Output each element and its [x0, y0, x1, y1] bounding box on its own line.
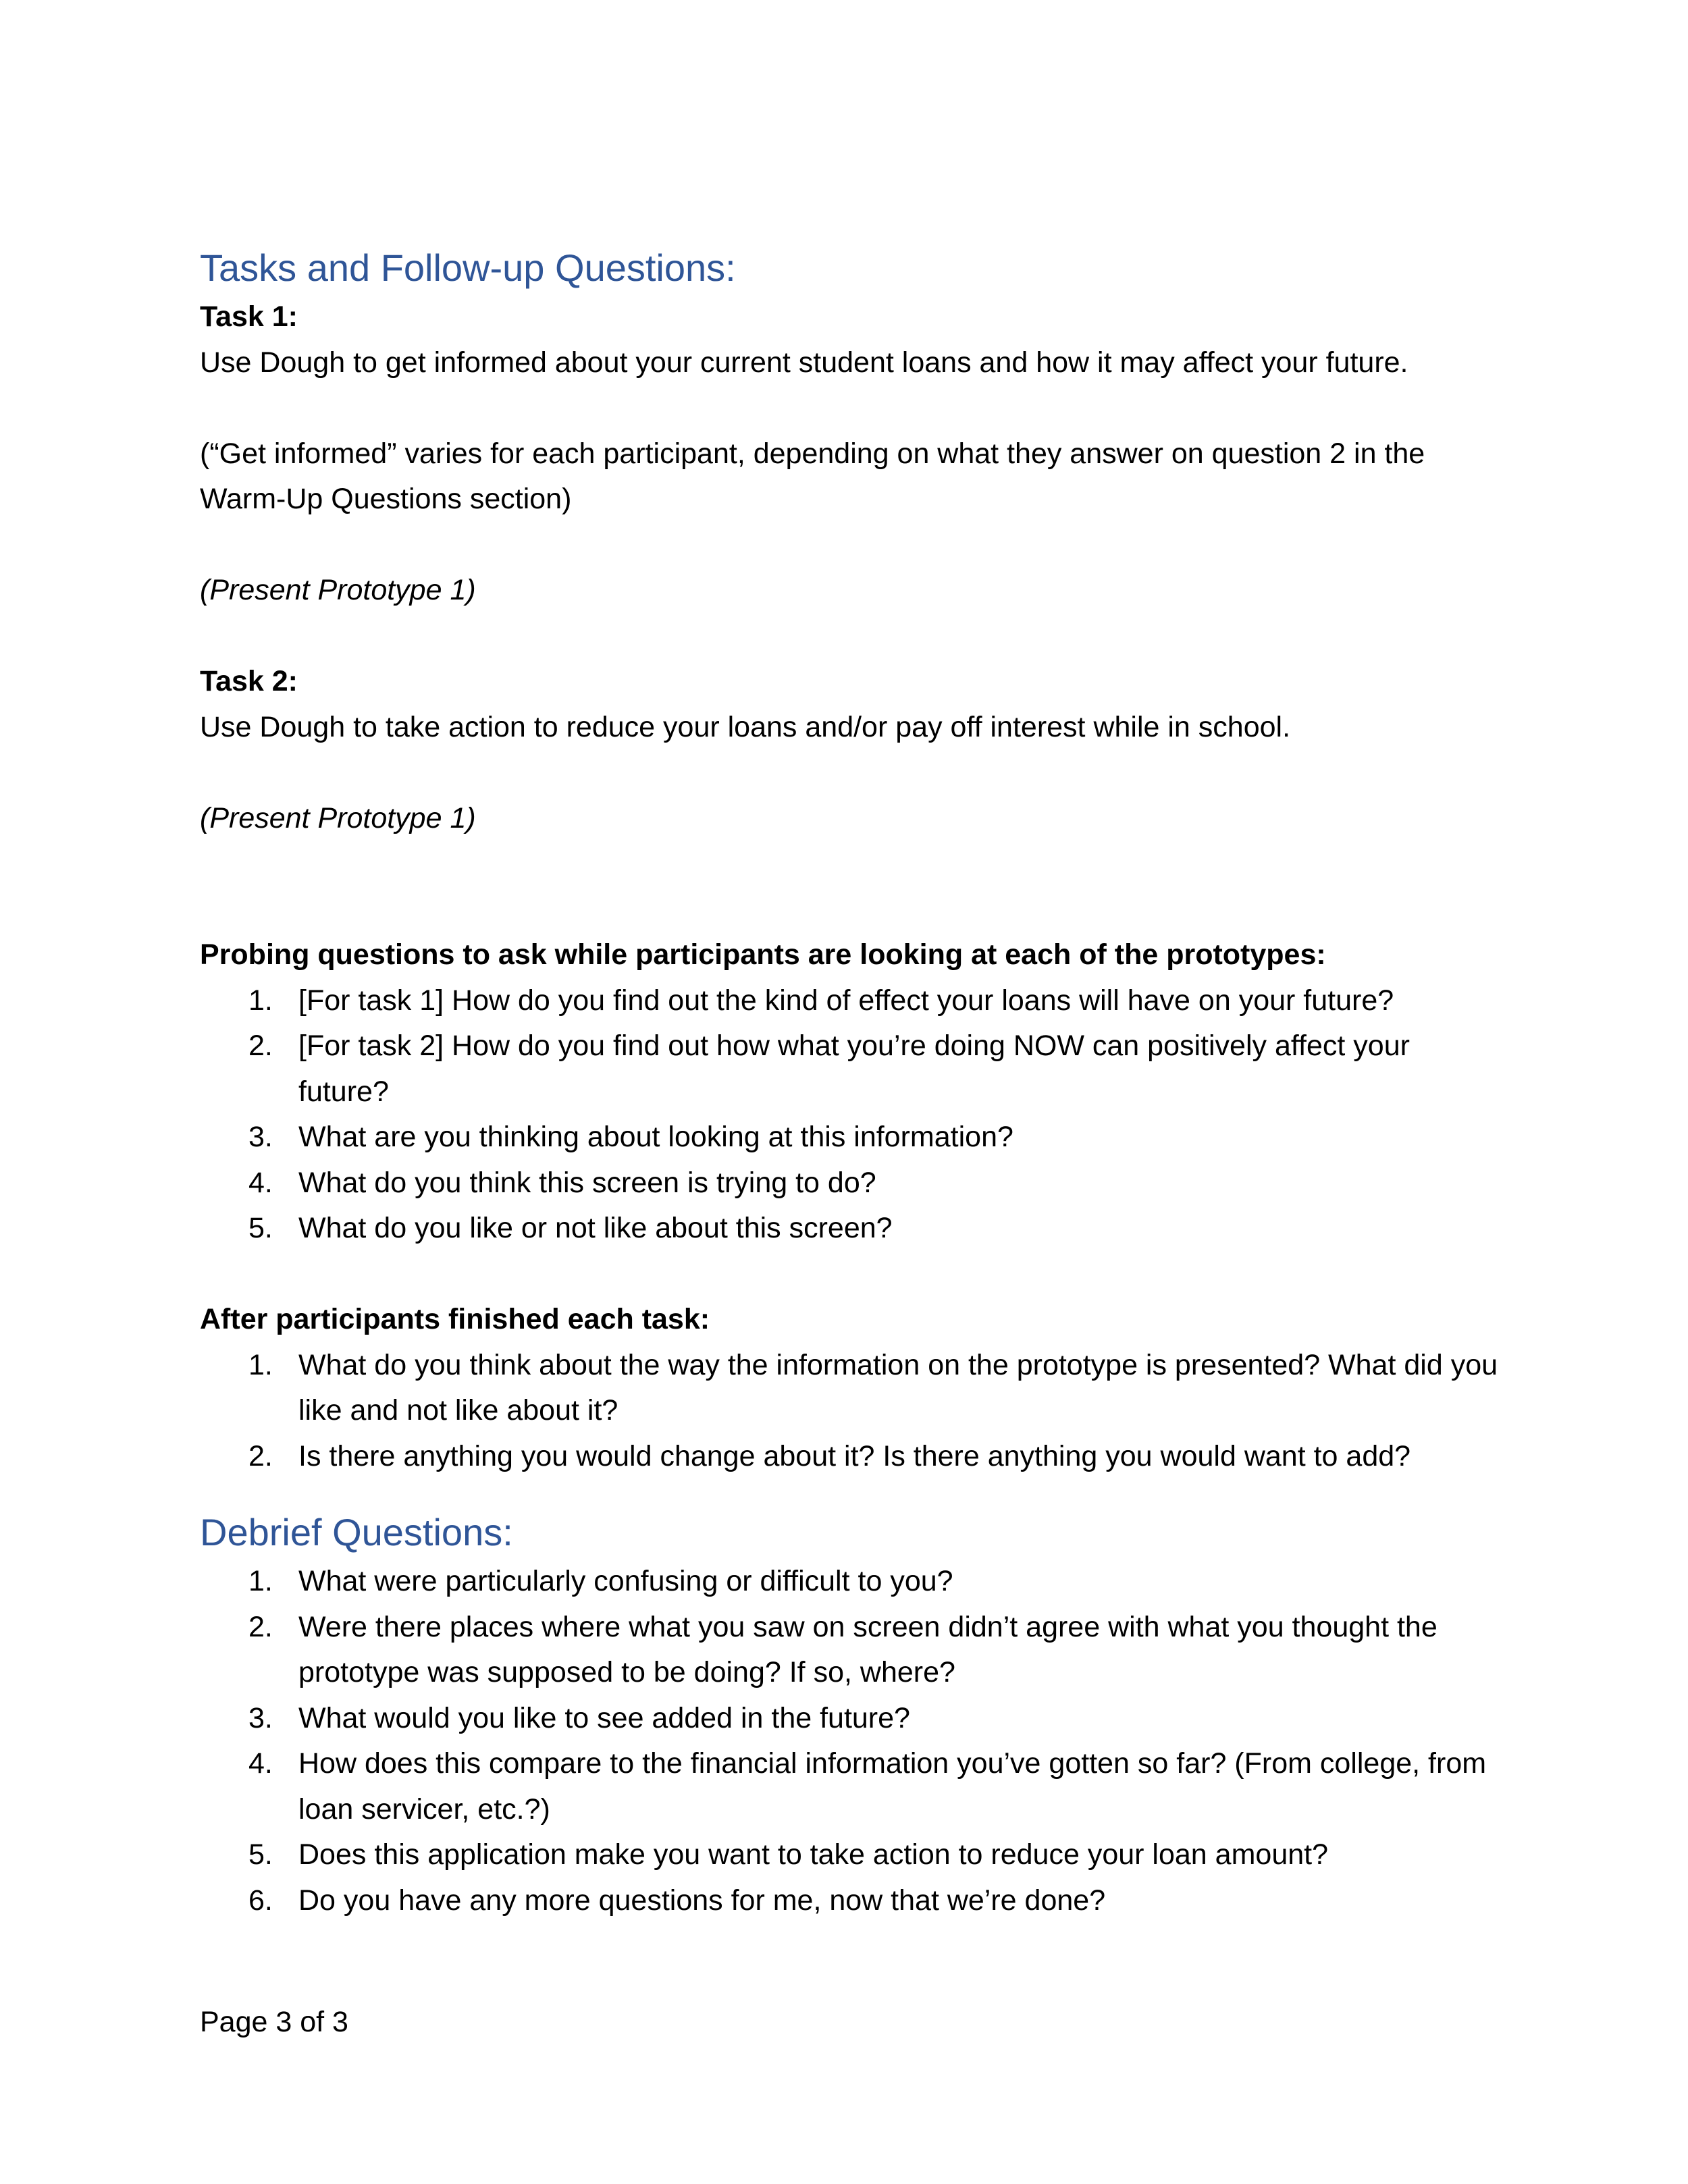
list-item	[200, 1605, 1503, 1696]
list-number: 2.	[248, 1610, 273, 1643]
list-number: 1.	[248, 984, 273, 1017]
spacer	[200, 523, 1503, 568]
list-number: 1.	[248, 1348, 273, 1381]
list-item-text: What were particularly confusing or difficult to you?	[298, 1565, 953, 1597]
list-number: 2.	[248, 1030, 273, 1062]
list-item	[200, 1023, 1503, 1115]
list-item	[200, 1161, 1503, 1206]
list-item-text: How does this compare to the financial information you’ve gotten so far? (From college, from loan servicer, etc.?)	[298, 1747, 1487, 1826]
task1-present-note: (Present Prototype 1)	[200, 574, 476, 606]
list-item	[200, 1741, 1503, 1832]
list-item-text: What do you like or not like about this screen?	[298, 1212, 893, 1244]
task1-label: Task 1:	[200, 300, 298, 333]
list-number: 4.	[248, 1747, 273, 1780]
list-item	[200, 1434, 1503, 1480]
list-number: 5.	[248, 1838, 273, 1871]
list-number: 5.	[248, 1212, 273, 1244]
list-item-text: Were there places where what you saw on screen didn’t agree with what you thought the prototype was supposed to be doing? If so, where?	[298, 1610, 1438, 1688]
list-item	[200, 1343, 1503, 1434]
list-item-text: What would you like to see added in the future?	[298, 1701, 910, 1734]
after-heading: After participants finished each task:	[200, 1303, 710, 1335]
page-number: Page 3 of 3	[200, 2006, 348, 2038]
list-item-text: [For task 2] How do you find out how what you’re doing NOW can positively affect your future?	[298, 1030, 1410, 1108]
task2-text: Use Dough to take action to reduce your loans and/or pay off interest while in school.	[200, 710, 1291, 743]
spacer	[200, 750, 1503, 796]
list-number: 6.	[248, 1884, 273, 1917]
task2-present-note: (Present Prototype 1)	[200, 801, 476, 834]
list-item-text: Is there anything you would change about it? Is there anything you would want to add?	[298, 1439, 1411, 1472]
spacer	[200, 1479, 1503, 1506]
spacer	[200, 614, 1503, 660]
list-item-text: What do you think this screen is trying to do?	[298, 1166, 876, 1199]
spacer	[200, 1252, 1503, 1298]
task1-note: (“Get informed” varies for each participant, depending on what they answer on question 2 in the Warm-Up Questions section)	[200, 437, 1425, 515]
spacer	[200, 841, 1503, 887]
probing-list	[200, 978, 1503, 1252]
tasks-heading: Tasks and Follow-up Questions:	[200, 246, 736, 289]
list-number: 1.	[248, 1565, 273, 1597]
spacer	[200, 887, 1503, 933]
list-number: 3.	[248, 1121, 273, 1153]
list-item-text: Do you have any more questions for me, now that we’re done?	[298, 1884, 1106, 1917]
list-item	[200, 1559, 1503, 1605]
list-item	[200, 978, 1503, 1024]
debrief-list	[200, 1559, 1503, 1923]
document-page	[200, 242, 1503, 1923]
list-number: 2.	[248, 1439, 273, 1472]
task1-text: Use Dough to get informed about your current student loans and how it may affect your future.	[200, 346, 1408, 379]
list-item	[200, 1115, 1503, 1161]
after-list	[200, 1343, 1503, 1480]
debrief-heading: Debrief Questions:	[200, 1511, 513, 1553]
list-number: 3.	[248, 1701, 273, 1734]
list-item-text: Does this application make you want to take action to reduce your loan amount?	[298, 1838, 1329, 1871]
list-item	[200, 1878, 1503, 1924]
probing-heading: Probing questions to ask while participants are looking at each of the prototypes:	[200, 938, 1326, 971]
list-item	[200, 1832, 1503, 1878]
spacer	[200, 385, 1503, 431]
list-item	[200, 1696, 1503, 1742]
list-item-text: [For task 1] How do you find out the kind of effect your loans will have on your future?	[298, 984, 1394, 1017]
task2-label: Task 2:	[200, 665, 298, 697]
list-item-text: What are you thinking about looking at this information?	[298, 1121, 1013, 1153]
list-number: 4.	[248, 1166, 273, 1199]
list-item	[200, 1206, 1503, 1252]
list-item-text: What do you think about the way the information on the prototype is presented? What did you like and not like about it?	[298, 1348, 1498, 1427]
